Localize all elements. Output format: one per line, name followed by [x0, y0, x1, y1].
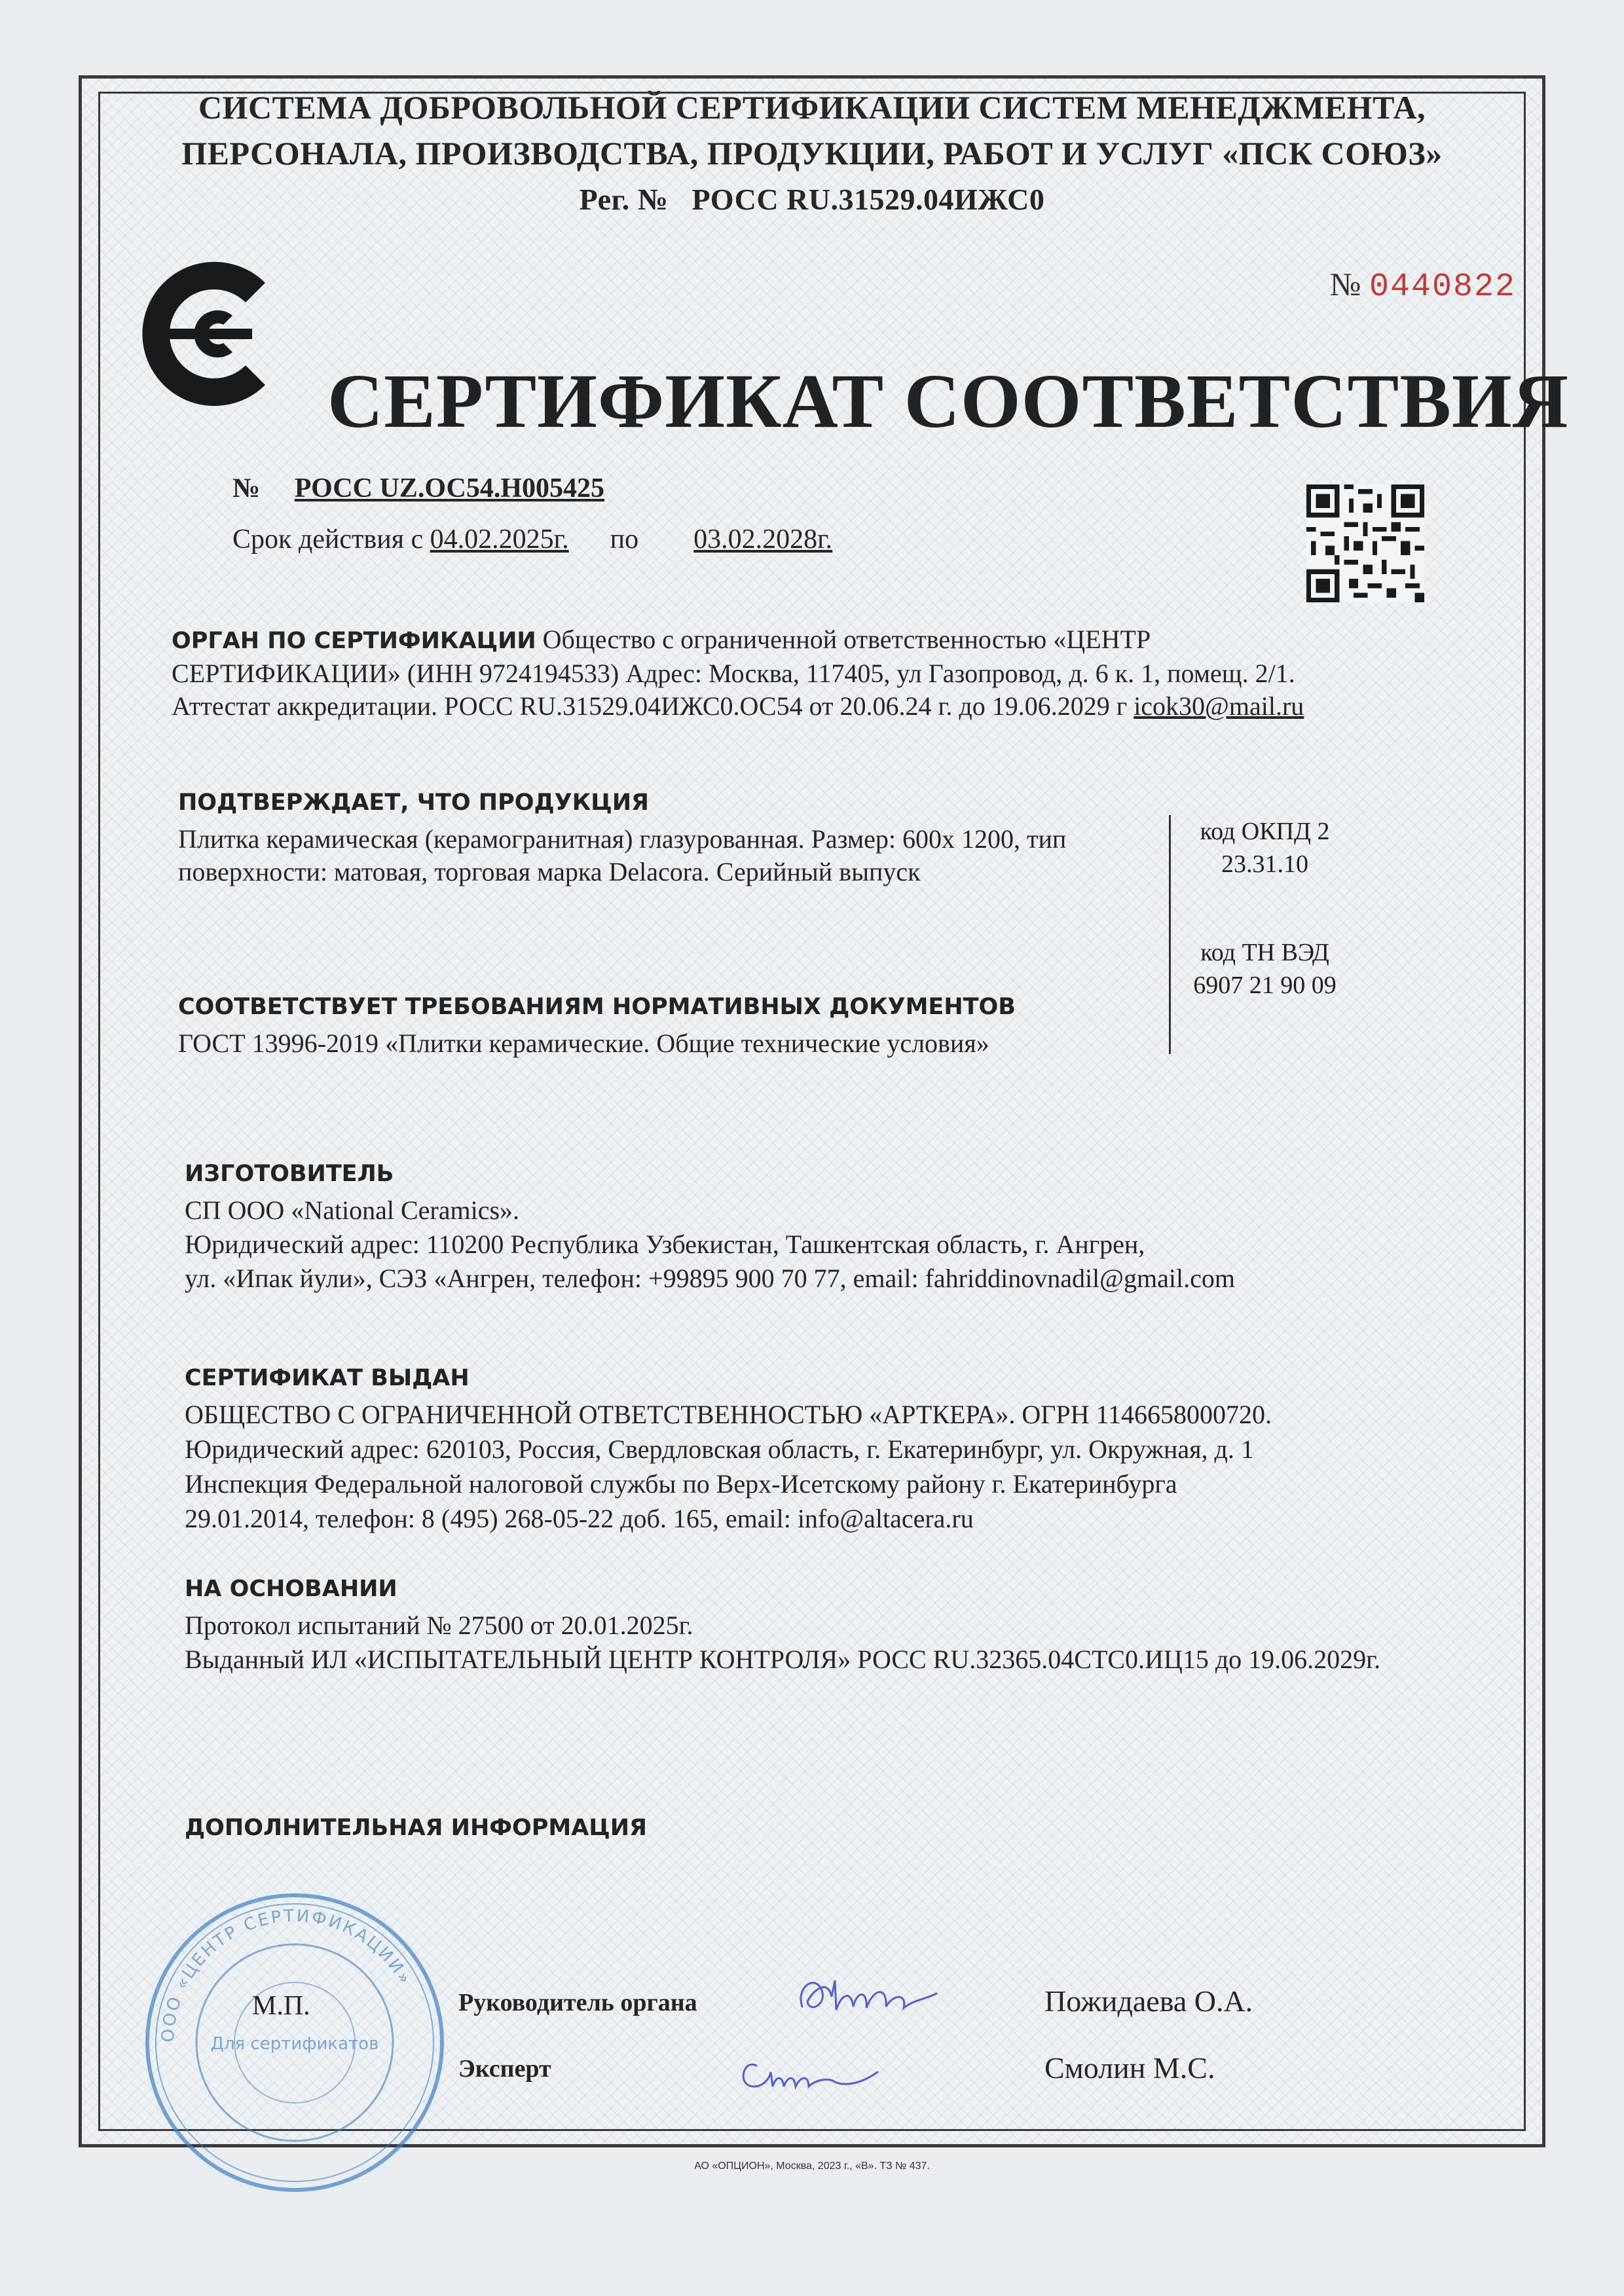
- form-number: № 0440822: [1329, 266, 1516, 306]
- mp-label: М.П.: [252, 1991, 310, 2021]
- certificate-number: № РОСС UZ.ОС54.Н005425: [232, 473, 604, 503]
- issued-line-3: Инспекция Федеральной налоговой службы по Верх-Исетскому району г. Екатеринбурга: [185, 1469, 1177, 1499]
- expert-signature: [730, 2046, 887, 2105]
- issued-line-1: ОБЩЕСТВО С ОГРАНИЧЕННОЙ ОТВЕТСТВЕННОСТЬЮ «АРТКЕРА». ОГРН 1146658000720.: [185, 1400, 1272, 1429]
- okpd-value: 23.31.10: [1221, 850, 1308, 878]
- tnved-value: 6907 21 90 09: [1193, 972, 1337, 999]
- manufacturer-line-2: Юридический адрес: 110200 Республика Узбекистан, Ташкентская область, г. Ангрен,: [185, 1230, 1145, 1259]
- organization-stamp: [138, 1886, 452, 2200]
- okpd-label: код ОКПД 2: [1200, 818, 1330, 845]
- head-label: Руководитель органа: [458, 1989, 697, 2016]
- product-label: ПОДТВЕРЖДАЕТ, ЧТО ПРОДУКЦИЯ: [178, 790, 649, 816]
- printer-footer: АО «ОПЦИОН», Москва, 2023 г., «В». ТЗ № 437.: [694, 2160, 930, 2172]
- organ-line-1: ОРГАН ПО СЕРТИФИКАЦИИ Общество с ограниченной ответственностью «ЦЕНТР: [172, 625, 1151, 654]
- product-line-2: поверхности: матовая, торговая марка Delacora. Серийный выпуск: [178, 857, 921, 886]
- certificate-number-value: РОСС UZ.ОС54.Н005425: [294, 473, 604, 503]
- organ-label: ОРГАН ПО СЕРТИФИКАЦИИ: [172, 628, 536, 654]
- stamp-ring-text: ООО «ЦЕНТР СЕРТИФИКАЦИИ»: [158, 1906, 416, 2043]
- issued-label: СЕРТИФИКАТ ВЫДАН: [185, 1365, 470, 1391]
- reg-value: РОСС RU.31529.04ИЖС0: [692, 183, 1045, 216]
- valid-to: 03.02.2028г.: [693, 524, 833, 555]
- validity-period: Срок действия с 04.02.2025г. по 03.02.2028г.: [232, 524, 833, 555]
- qr-code: [1306, 484, 1424, 602]
- organ-line-3: Аттестат аккредитации. РОСС RU.31529.04ИЖС0.ОС54 от 20.06.24 г. до 19.06.2029 г icok30@mail.ru: [172, 691, 1304, 721]
- basis-line-1: Протокол испытаний № 27500 от 20.01.2025г.: [185, 1611, 693, 1640]
- expert-label: Эксперт: [458, 2055, 551, 2083]
- basis-line-2: Выданный ИЛ «ИСПЫТАТЕЛЬНЫЙ ЦЕНТР КОНТРОЛЯ» РОСС RU.32365.04СТС0.ИЦ15 до 19.06.2029г.: [185, 1645, 1381, 1674]
- form-number-value: 0440822: [1369, 268, 1516, 306]
- tnved-code-box: [1169, 936, 1359, 1054]
- manufacturer-line-3: ул. «Ипак йули», СЭЗ «Ангрен, телефон: +99895 900 70 77, email: fahriddinovnadil@gmail.com: [185, 1264, 1235, 1293]
- reg-label: Рег. №: [579, 183, 669, 216]
- additional-info-label: ДОПОЛНИТЕЛЬНАЯ ИНФОРМАЦИЯ: [185, 1815, 647, 1841]
- issued-line-2: Юридический адрес: 620103, Россия, Свердловская область, г. Екатеринбург, ул. Окружная, д. 1: [185, 1434, 1254, 1464]
- header-reg: [98, 182, 1526, 217]
- valid-from: 04.02.2025г.: [430, 524, 569, 555]
- basis-label: НА ОСНОВАНИИ: [185, 1576, 397, 1602]
- manufacturer-line-1: СП ООО «National Ceramics».: [185, 1195, 520, 1225]
- header-line-2: ПЕРСОНАЛА, ПРОИЗВОДСТВА, ПРОДУКЦИИ, РАБОТ И УСЛУГ «ПСК СОЮЗ»: [181, 135, 1443, 172]
- okpd-code-box: [1169, 815, 1359, 936]
- head-signature: [789, 1961, 946, 2033]
- organ-line-2: СЕРТИФИКАЦИИ» (ИНН 9724194533) Адрес: Москва, 117405, ул Газопровод, д. 6 к. 1, помещ. 2/1.: [172, 659, 1295, 688]
- norms-label: СООТВЕТСТВУЕТ ТРЕБОВАНИЯМ НОРМАТИВНЫХ ДОКУМЕНТОВ: [178, 994, 1016, 1020]
- stamp-center-text: Для сертификатов: [210, 2034, 379, 2054]
- document-title: СЕРТИФИКАТ СООТВЕТСТВИЯ: [327, 358, 1569, 444]
- issued-line-4: 29.01.2014, телефон: 8 (495) 268-05-22 доб. 165, email: info@altacera.ru: [185, 1504, 974, 1533]
- svg-text:ООО «ЦЕНТР СЕРТИФИКАЦИИ»: [158, 1906, 416, 2043]
- tnved-label: код ТН ВЭД: [1200, 939, 1329, 966]
- head-name: Пожидаева О.А.: [1044, 1984, 1253, 2018]
- expert-name: Смолин М.С.: [1044, 2051, 1215, 2085]
- header-line-1: СИСТЕМА ДОБРОВОЛЬНОЙ СЕРТИФИКАЦИИ СИСТЕМ МЕНЕДЖМЕНТА,: [198, 89, 1426, 126]
- organ-email: icok30@mail.ru: [1134, 691, 1304, 721]
- certification-system-logo: [134, 255, 291, 412]
- norms-line-1: ГОСТ 13996-2019 «Плитки керамические. Общие технические условия»: [178, 1029, 989, 1058]
- manufacturer-label: ИЗГОТОВИТЕЛЬ: [185, 1161, 394, 1187]
- product-line-1: Плитка керамическая (керамогранитная) глазурованная. Размер: 600х 1200, тип: [178, 824, 1067, 854]
